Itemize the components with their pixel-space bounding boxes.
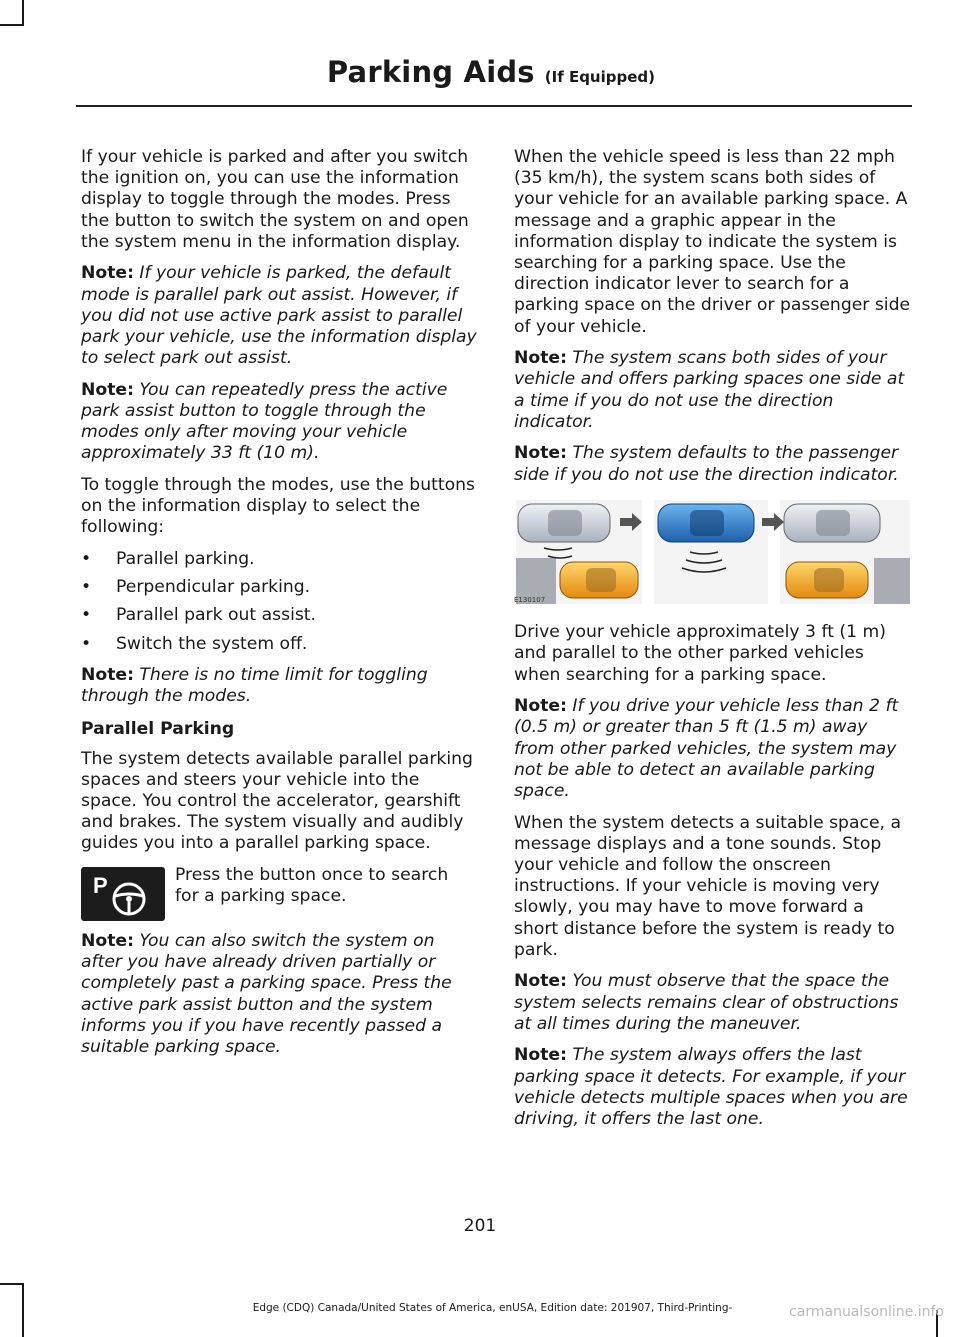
paragraph: The system detects available parallel parking spaces and steers your vehicle into the space. You control the accelerator, gearshift and brakes. The system visually and audibly guides you into a parallel parking space. (81, 748, 473, 854)
note-label: Note: (514, 696, 567, 717)
section-subtitle: (If Equipped) (544, 68, 655, 86)
page-header (327, 55, 655, 95)
icon-paragraph (81, 865, 477, 921)
page-number: 201 (463, 1216, 497, 1236)
list-item: • Perpendicular parking. (81, 577, 477, 598)
footer-edition-info: Edge (CDQ) Canada/United States of America, enUSA, Edition date: 201907, Third-Printing- (252, 1302, 733, 1314)
note-text: You must observe that the space the system selects remains clear of obstructions at all times during the maneuver. (514, 971, 899, 1034)
note-text: The system always offers the last parking space it detects. For example, if your vehicle detects multiple spaces when you are driving, it offers the last one. (514, 1045, 908, 1130)
list-item: • Parallel park out assist. (81, 605, 477, 626)
note (81, 931, 477, 1058)
mode-list (81, 549, 477, 655)
park-assist-button-icon (81, 867, 165, 921)
section-title: Parking Aids (326, 55, 535, 89)
figure-code: E130107 (514, 596, 546, 605)
section-heading: Parallel Parking (81, 718, 235, 739)
note-text: You can also switch the system on after you have already driven partially or completely past a parking space. Press the active park assist button and the system informs you if you have recently passed a suitable parking space. (81, 931, 452, 1058)
note-label: Note: (81, 263, 134, 284)
note (514, 696, 912, 802)
parking-search-diagram (514, 496, 910, 608)
note (81, 665, 477, 707)
crop-mark-top-left (22, 0, 24, 26)
paragraph: When the system detects a suitable space, a message displays and a tone sounds. Stop your vehicle and follow the onscreen instructions. If your vehicle is moving very slowly, you may have to move forward a short distance before the system is ready to park. (514, 812, 901, 960)
crop-mark-bottom-left-h (0, 1283, 24, 1285)
list-item: • Parallel parking. (81, 549, 477, 570)
header-rule (76, 105, 912, 107)
right-column (514, 147, 912, 1141)
paragraph: To toggle through the modes, use the buttons on the information display to select the following: (81, 475, 475, 538)
note (514, 443, 912, 485)
note-label: Note: (514, 1045, 567, 1066)
note (81, 380, 477, 465)
note-label: Note: (514, 971, 567, 992)
note-text: If you drive your vehicle less than 2 ft (0.5 m) or greater than 5 ft (1.5 m) away from other parked vehicles, the system may not be able to detect an available parking space. (514, 696, 899, 802)
paragraph: When the vehicle speed is less than 22 mph (35 km/h), the system scans both sides of your vehicle for an available parking space. A message and a graphic appear in the information display to indicate the system is searching for a parking space. Use the direction indicator lever to search for a parking space on the driver or passenger side of your vehicle. (514, 147, 911, 337)
note-label: Note: (81, 931, 134, 952)
note-label: Note: (514, 443, 567, 464)
note-text: There is no time limit for toggling through the modes. (81, 664, 428, 707)
list-item: • Switch the system off. (81, 634, 477, 655)
note (514, 1045, 912, 1130)
crop-mark-top-left-h (0, 24, 24, 26)
note (514, 348, 912, 433)
note-label: Note: (514, 348, 567, 369)
note-label: Note: (81, 664, 134, 685)
icon-description: Press the button once to search for a parking space. (175, 865, 449, 907)
note (514, 971, 912, 1035)
parking-search-illustration (514, 496, 910, 608)
note-text: You can repeatedly press the active park assist button to toggle through the modes only after moving your vehicle approximately 33 ft (10 m). (81, 379, 448, 464)
left-column (81, 147, 477, 1069)
note-label: Note: (81, 379, 134, 400)
note-text: The system defaults to the passenger side if you do not use the direction indicator. (514, 443, 899, 485)
note-text: If your vehicle is parked, the default mode is parallel park out assist. However, if you did not use active park assist to parallel park your vehicle, use the information display to select park out assist. (81, 263, 477, 369)
note-text: The system scans both sides of your vehicle and offers parking spaces one side at a time if you do not use the direction indicator. (514, 348, 905, 432)
watermark: carmanualsonline.info (789, 1304, 944, 1320)
note (81, 263, 477, 369)
paragraph: Drive your vehicle approximately 3 ft (1 m) and parallel to the other parked vehicles when searching for a parking space. (514, 622, 886, 685)
paragraph: If your vehicle is parked and after you switch the ignition on, you can use the information display to toggle through the modes. Press the button to switch the system on and open the system menu in the information display. (81, 147, 469, 252)
svg-text:P: P (93, 873, 108, 899)
